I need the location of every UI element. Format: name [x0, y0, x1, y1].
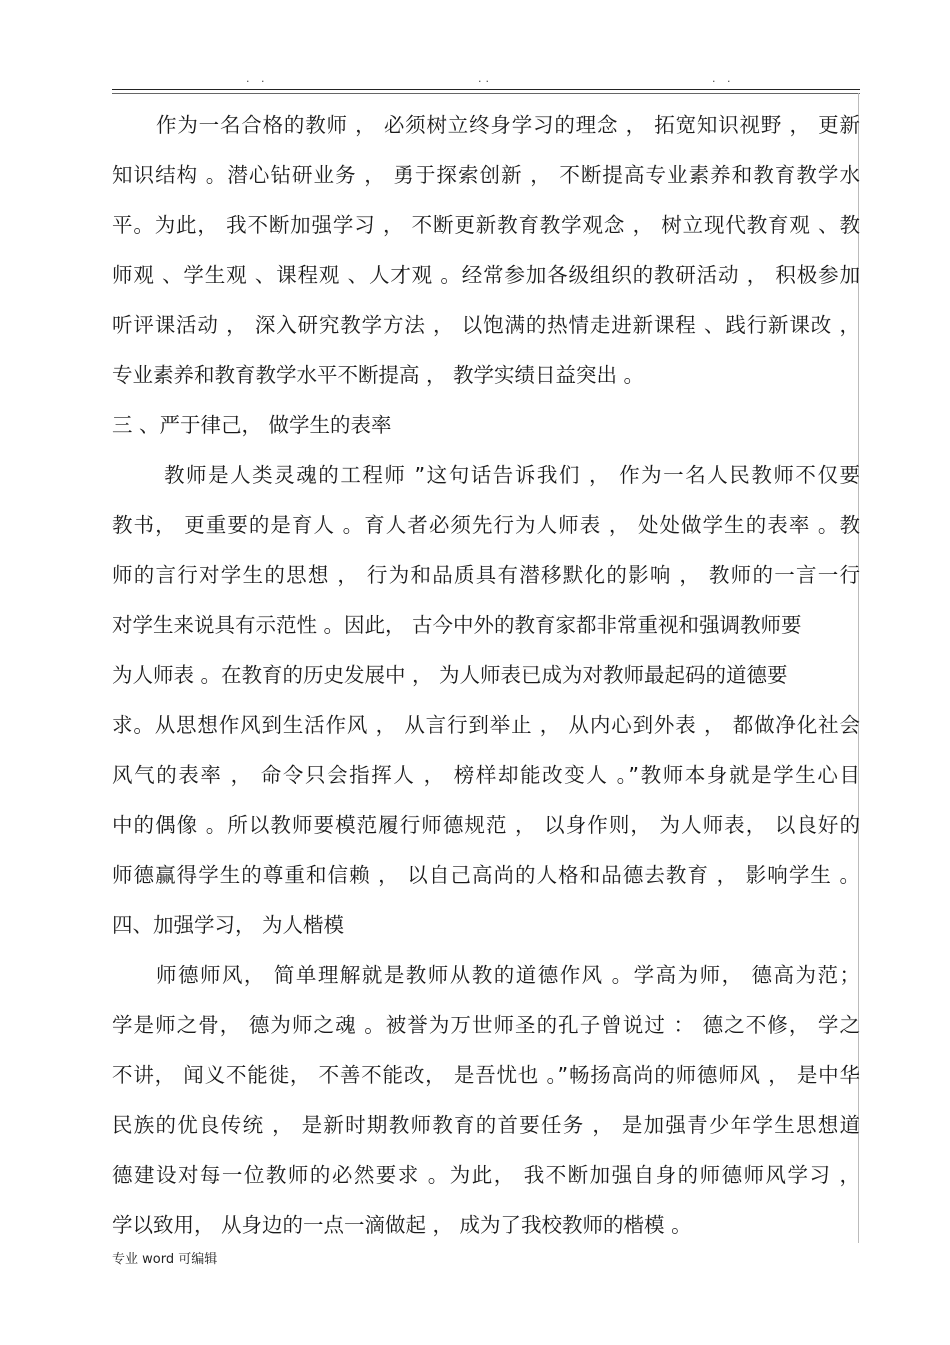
- paragraph-line: 风气的表率 ， 命令只会指挥人 ， 榜样却能改变人 。”教师本身就是学生心目: [112, 763, 860, 787]
- paragraph-line: 听评课活动 ， 深入研究教学方法 ， 以饱满的热情走进新课程 、践行新课改 ，: [112, 313, 860, 337]
- paragraph-line: 为人师表 。在教育的历史发展中 ， 为人师表已成为对教师最起码的道德要: [112, 663, 788, 687]
- paragraph-line: 师德师风， 简单理解就是教师从教的道德作风 。学高为师， 德高为范；: [156, 963, 860, 987]
- paragraph-line: 师观 、学生观 、课程观 、人才观 。经常参加各级组织的教研活动 ， 积极参加: [112, 263, 860, 287]
- header-mark-right: . .: [712, 72, 735, 85]
- paragraph-line: 知识结构 。潜心钻研业务 ， 勇于探索创新 ， 不断提高专业素养和教育教学水: [112, 163, 860, 187]
- paragraph-line: 专业素养和教育教学水平不断提高 ， 教学实绩日益突出 。: [112, 363, 645, 387]
- paragraph-line: 对学生来说具有示范性 。因此， 古今中外的教育家都非常重视和强调教师要: [112, 613, 802, 637]
- paragraph-line: 教书， 更重要的是育人 。育人者必须先行为人师表 ， 处处做学生的表率 。教: [112, 513, 860, 537]
- paragraph-line: 中的偶像 。所以教师要模范履行师德规范 ， 以身作则， 为人师表， 以良好的: [112, 813, 860, 837]
- section-heading: 三 、严于律己， 做学生的表率: [112, 413, 392, 437]
- header-rule: [112, 89, 860, 90]
- header-mark-mid: ..: [478, 72, 493, 85]
- header-rule-thin: [112, 93, 860, 94]
- paragraph-line: 师德赢得学生的尊重和信赖 ， 以自己高尚的人格和品德去教育 ， 影响学生 。: [112, 863, 860, 887]
- section-heading: 四、加强学习， 为人楷模: [112, 913, 345, 937]
- paragraph-line: 不讲， 闻义不能徙， 不善不能改， 是吾忧也 。”畅扬高尚的师德师风 ， 是中华: [112, 1063, 860, 1087]
- footer-label: 专业 word 可编辑: [112, 1252, 218, 1267]
- header-mark-left: . .: [246, 72, 269, 85]
- paragraph-line: 教师是人类灵魂的工程师 ”这句话告诉我们 ， 作为一名人民教师不仅要: [164, 463, 860, 487]
- paragraph-line: 学以致用， 从身边的一点一滴做起 ， 成为了我校教师的楷模 。: [112, 1213, 692, 1237]
- paragraph-line: 学是师之骨， 德为师之魂 。被誉为万世师圣的孔子曾说过 ： 德之不修， 学之: [112, 1013, 860, 1037]
- paragraph-line: 求。从思想作风到生活作风 ， 从言行到举止 ， 从内心到外表 ， 都做净化社会: [112, 713, 860, 737]
- paragraph-line: 德建设对每一位教师的必然要求 。为此， 我不断加强自身的师德师风学习 ，: [112, 1163, 860, 1187]
- body-text: [112, 100, 860, 1250]
- paragraph-line: 民族的优良传统 ， 是新时期教师教育的首要任务 ， 是加强青少年学生思想道: [112, 1113, 860, 1137]
- paragraph-line: 作为一名合格的教师 ， 必须树立终身学习的理念 ， 拓宽知识视野 ， 更新: [156, 113, 860, 137]
- paragraph-line: 师的言行对学生的思想 ， 行为和品质具有潜移默化的影响 ， 教师的一言一行: [112, 563, 860, 587]
- paragraph-line: 平。为此， 我不断加强学习 ， 不断更新教育教学观念 ， 树立现代教育观 、教: [112, 213, 860, 237]
